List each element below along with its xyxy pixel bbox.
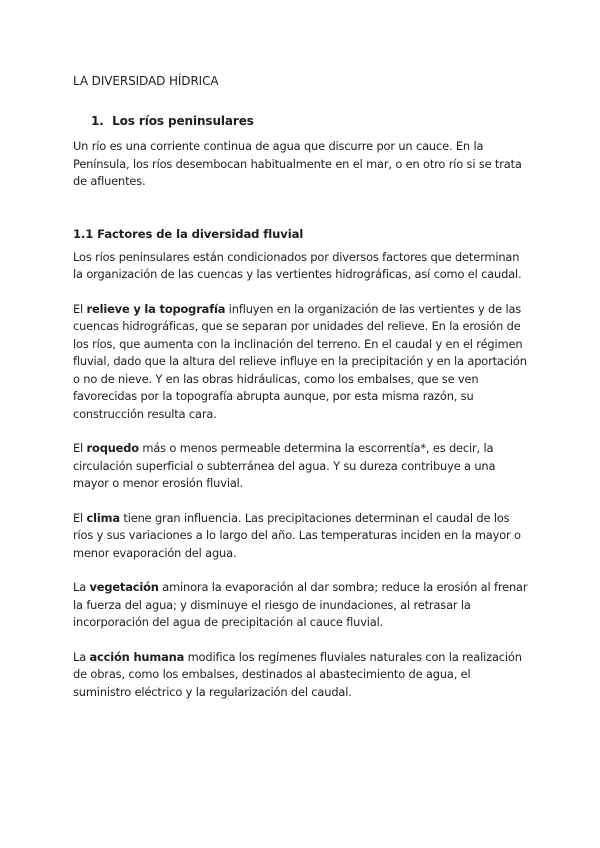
factor-accion-humana-paragraph [73, 649, 531, 702]
factor-keyword: acción humana [89, 649, 185, 664]
factor-lead: El [73, 510, 87, 525]
document-title: LA DIVERSIDAD HÍDRICA [73, 74, 219, 88]
factor-relieve-paragraph [73, 301, 531, 424]
section-title: Los ríos peninsulares [112, 114, 254, 128]
section-number: 1. [91, 114, 104, 128]
factor-lead: La [73, 649, 90, 664]
factor-lead: La [73, 580, 90, 594]
subsection-heading: 1.1 Factores de la diversidad fluvial [73, 226, 304, 241]
factor-text: tiene gran influencia. Las precipitaciones determinan el caudal de los ríos y sus variaciones a lo largo del año. Las temperaturas inciden en la mayor o menor evaporación del agua. [73, 510, 521, 560]
intro-paragraph: Un río es una corriente continua de agua que discurre por un cauce. En la Península, los ríos desembocan habitualmente en el mar, o en otro río si se trata de afluentes. [73, 139, 522, 188]
subsection-intro-paragraph: Los ríos peninsulares están condicionados por diversos factores que determinan la organización de las cuencas y las vertientes hidrográficas, así como el caudal. [73, 249, 522, 281]
factor-lead: El [73, 441, 87, 455]
factor-roquedo-paragraph [73, 440, 531, 493]
factor-text: modifica los regímenes fluviales naturales con la realización de obras, como los embalses, destinados al abastecimiento de agua, el suministro eléctrico y la regularización del caudal. [73, 649, 522, 699]
factor-vegetacion-paragraph [73, 579, 531, 632]
document-content [73, 72, 531, 701]
factor-clima-paragraph [73, 510, 531, 563]
factor-lead: El [73, 301, 87, 316]
factor-text: influyen en la organización de las vertientes y de las cuencas hidrográficas, que se separan por unidades del relieve. En la erosión de los ríos, que aumenta con la inclinación del terreno. En el caudal y en el régimen fluvial, dado que la altura del relieve influye en la precipitación y en la aportación o no de nieve. Y en las obras hidráulicas, como los embalses, que se ven favorecidas por la topografía abrupta aunque, por esta misma razón, su construcción resulta cara. [73, 301, 527, 421]
factor-text: más o menos permeable determina la escorrentía*, es decir, la circulación superficial o subterránea del agua. Y su dureza contribuye a una mayor o menor erosión fluvial. [73, 441, 496, 490]
section-heading [91, 112, 531, 130]
factor-keyword: roquedo [86, 441, 139, 455]
factor-text: aminora la evaporación al dar sombra; reduce la erosión al frenar la fuerza del agua; y disminuye el riesgo de inundaciones, al retrasar la incorporación del agua de precipitación al cauce fluvial. [73, 580, 528, 629]
factor-keyword: relieve y la topografía [86, 301, 226, 316]
factor-keyword: vegetación [89, 580, 159, 594]
factor-keyword: clima [86, 510, 120, 525]
